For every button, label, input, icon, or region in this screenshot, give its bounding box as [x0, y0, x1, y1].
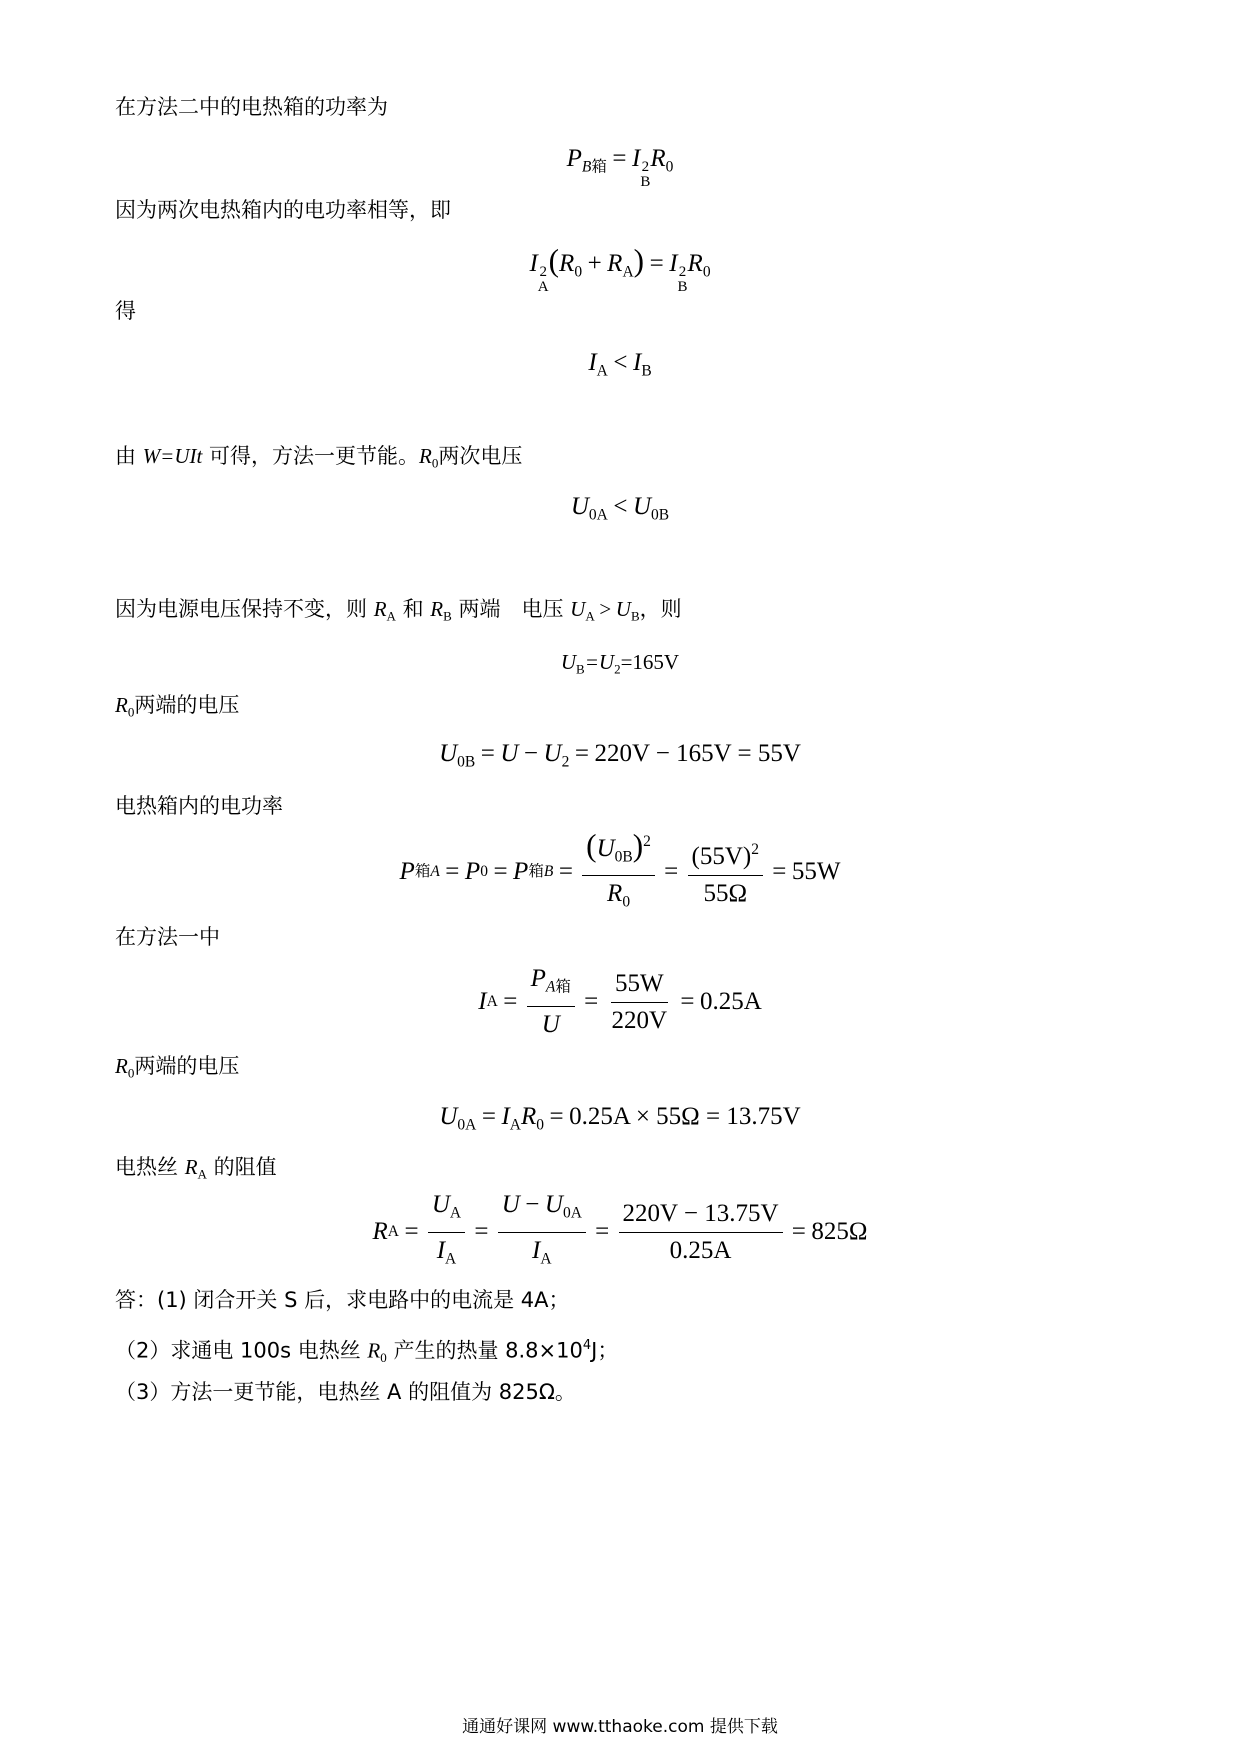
text-line-8: 在方法一中	[115, 925, 220, 949]
text-line-5: 因为电源电压保持不变，则 $R_A$ 和 $R_B$ 两端 电压 $U_A > U_B$，则	[115, 597, 682, 624]
equation-u0a-lt-u0b: $U_{0A} < U_{0B}$	[570, 493, 670, 524]
text-line-9: $R_0$两端的电压	[115, 1054, 240, 1081]
equation-ia-lt-ib: $I_A < I_B$	[588, 349, 652, 380]
equation-power-equal: I 2 A $(R_0 + R_A) = I$ 2 B $R_0$	[529, 243, 711, 296]
text-line-3: 得	[115, 299, 136, 323]
text-line-4: 由 W=UIt 可得，方法一更节能。$R_0$两次电压	[115, 444, 523, 471]
equation-ub: $U_B=U_2=165V$	[560, 650, 680, 677]
text-line-7: 电热箱内的电功率	[115, 794, 283, 818]
equation-ra: R A = $\frac{U_A}{I_A}$ = $\frac{U - U_{0A}}{I_A}$ = $\frac{220V - 13.75V}{0.25A}$ = 825Ω	[372, 1191, 868, 1267]
text-line-2: 因为两次电热箱内的电功率相等，即	[115, 198, 451, 222]
answer-line-2: （2）求通电 100s 电热丝 $R_0$ 产生的热量 $8.8\times 10^4J$；	[115, 1338, 619, 1365]
text-line-1: 在方法二中的电热箱的功率为	[115, 95, 388, 119]
equation-u0a: $U_{0A} = I_AR_0 = 0.25A \times 55\Omega = 13.75V$	[439, 1103, 801, 1134]
equation-pb: $P_{B箱} = I$ 2 B $R_0$	[566, 145, 674, 191]
text-line-6: $R_0$两端的电压	[115, 693, 240, 720]
answer-line-1: 答：(1) 闭合开关 S 后，求电路中的电流是 4A；	[115, 1288, 570, 1312]
page-footer: 通通好课网 www.tthaoke.com 提供下载	[462, 1717, 778, 1737]
answer-line-3: （3）方法一更节能，电热丝 A 的阻值为 825Ω。	[115, 1380, 576, 1404]
equation-power: P 箱A = P 0 = P 箱B = $\frac{(U_{0B})^2}{R_0}$ = $\frac{(55V)^2}{55\Omega}$ = 55W	[399, 827, 841, 911]
text-line-10: 电热丝 $R_A$ 的阻值	[115, 1155, 277, 1182]
equation-u0b: $U_{0B} = U - U_2 = 220V - 165V = 55V$	[439, 740, 801, 771]
equation-ia: I A = $\frac{P_{A箱}}{U}$ = $\frac{55W}{220V}$ = 0.25A	[478, 965, 762, 1038]
